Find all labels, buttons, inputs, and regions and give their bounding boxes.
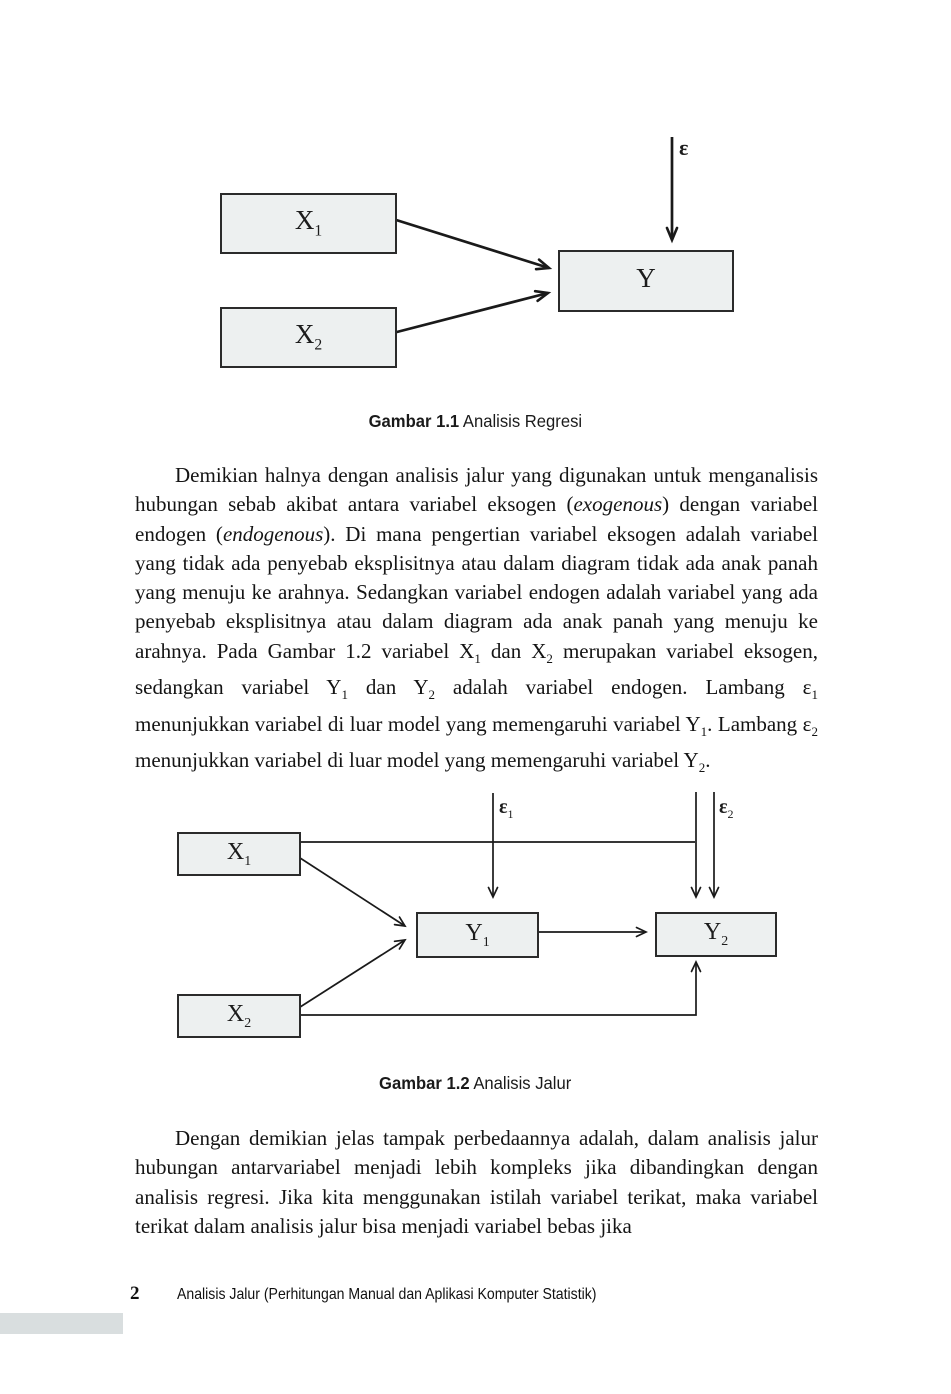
arrow-x2-to-y	[393, 293, 548, 333]
fig2-box-y1	[416, 912, 539, 958]
fig2-box-x2-label: $X_2$	[226, 1000, 252, 1031]
fig1-caption	[0, 411, 951, 432]
fig2-box-x1	[177, 832, 301, 876]
fig2-epsilon2-label: $\varepsilon_2$	[719, 796, 734, 821]
fig2-box-y2-label: $Y_2$	[703, 919, 729, 949]
fig1-box-x2	[220, 307, 397, 368]
fig2-caption-number: Gambar 1.2	[379, 1073, 470, 1093]
fig1-box-y	[558, 250, 734, 312]
arrow-x1-to-y1	[297, 856, 405, 926]
fig2-box-x1-label: $X_1$	[226, 838, 252, 869]
body-paragraph-2: Dengan demikian jelas tampak perbedaannya adalah, dalam analisis jalur hubungan antarvariabel menjadi lebih kompleks jika dibandingkan dengan analisis regresi. Jika kita menggunakan istilah variabel terikat, maka variabel terikat dalam analisis jalur bisa menjadi variabel bebas jika	[135, 1126, 818, 1238]
fig2-caption	[0, 1073, 951, 1094]
running-title: Analisis Jalur (Perhitungan Manual dan Aplikasi Komputer Statistik)	[177, 1286, 597, 1303]
fig2-epsilon1-label: $\varepsilon_1$	[499, 796, 514, 821]
fig1-epsilon-label: ε	[679, 135, 689, 160]
fig1-box-x2-label: $X_2$	[294, 319, 323, 354]
arrow-x1-to-y	[393, 219, 549, 268]
body-paragraph-1: Demikian halnya dengan analisis jalur yang digunakan untuk menganalisis hubungan sebab akibat antara variabel eksogen (exogenous) dengan variabel endogen (endogenous). Di mana pengertian variabel eksogen adalah variabel yang tidak ada penyebab eksplisitnya atau dalam diagram tidak ada anak panah yang menuju ke arahnya. Sedangkan variabel endogen adalah variabel yang ada penyebab eksplisitnya atau dalam diagram ada anak panah yang menuju ke arahnya. Pada Gambar 1.2 variabel $X_1$ dan $X_2$ merupakan variabel eksogen, sedangkan variabel $Y_1$ dan $Y_2$ adalah variabel endogen. Lambang $\varepsilon_1$ menunjukkan variabel di luar model yang memengaruhi variabel $Y_1$. Lambang $\varepsilon_2$ menunjukkan variabel di luar model yang memengaruhi variabel $Y_2$.	[135, 463, 819, 776]
fig1-box-x1	[220, 193, 397, 254]
fig1-box-x1-label: $X_1$	[294, 205, 323, 240]
fig1-caption-text: Analisis Regresi	[459, 411, 583, 431]
page-number: 2	[130, 1283, 140, 1304]
fig1-caption-number: Gambar 1.1	[368, 411, 460, 431]
page-edge-tab	[0, 1313, 123, 1334]
fig2-box-x2	[177, 994, 301, 1038]
fig1-box-y-label: Y	[636, 262, 656, 293]
fig2-box-y1-label: $Y_1$	[465, 919, 490, 950]
arrow-x2-to-y2-elbow	[297, 962, 696, 1015]
fig2-caption-text: Analisis Jalur	[469, 1073, 572, 1093]
fig2-box-y2	[655, 912, 777, 957]
arrow-x2-to-y1	[297, 940, 405, 1009]
figure2-arrows	[297, 792, 714, 1015]
